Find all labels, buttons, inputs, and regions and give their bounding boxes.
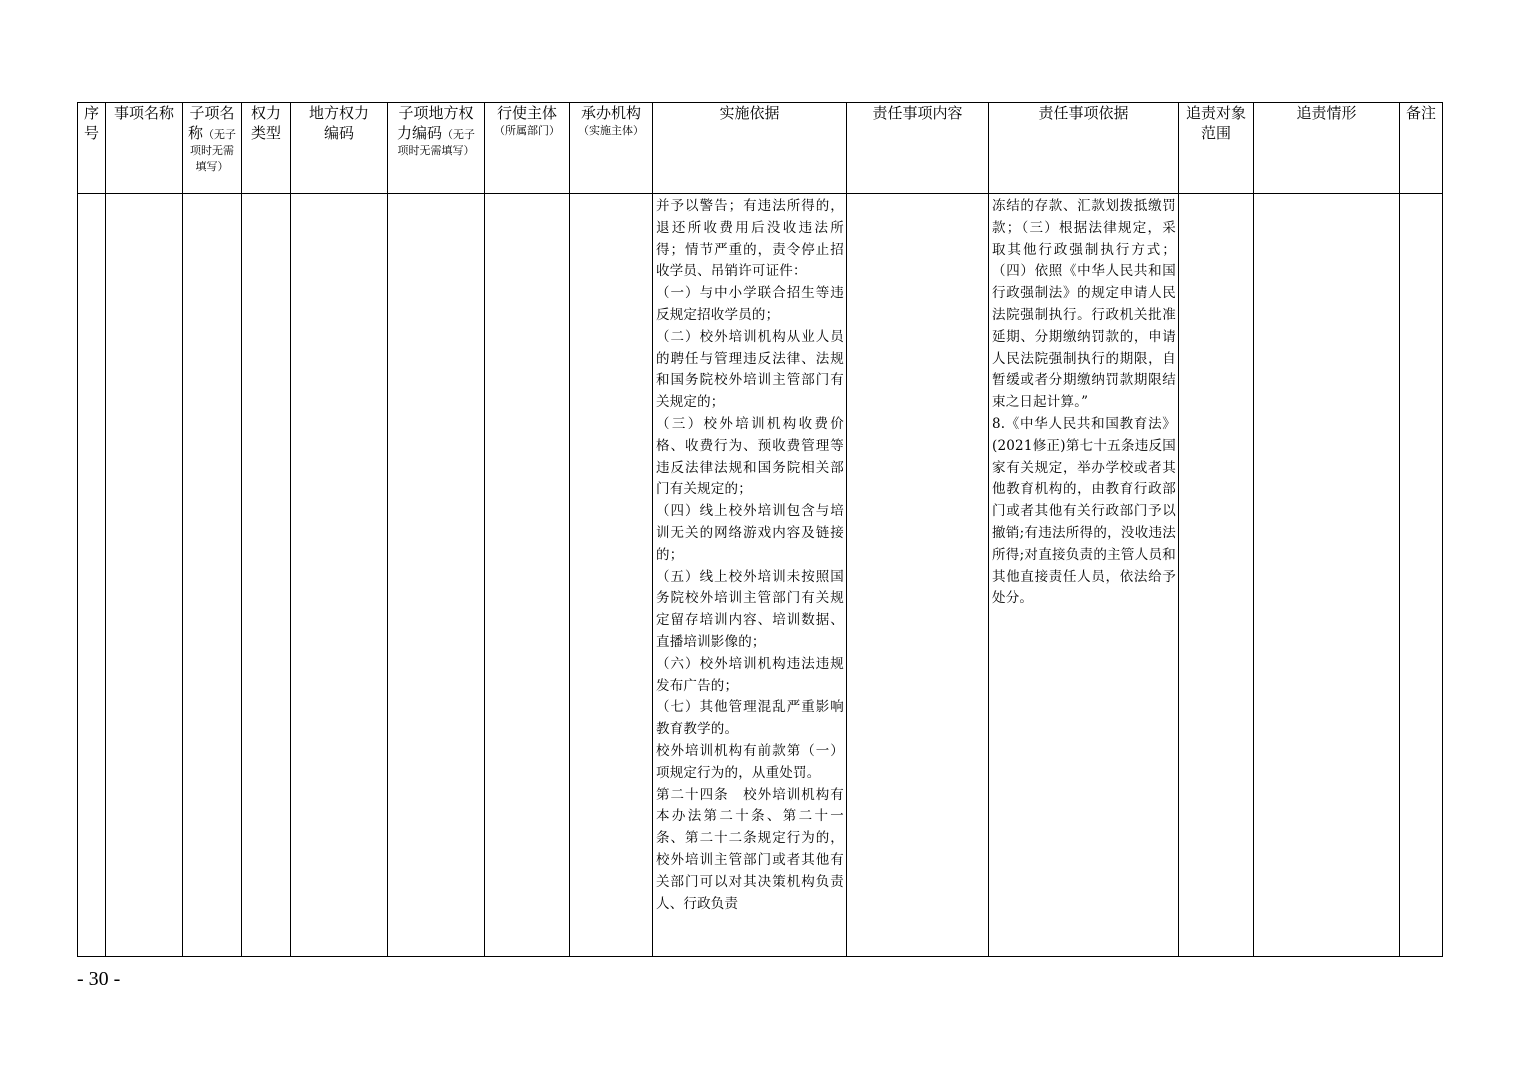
basis-paragraph: （六）校外培训机构违法违规发布广告的； bbox=[656, 655, 844, 694]
cell-account-case bbox=[1254, 194, 1400, 957]
duty-basis-text bbox=[989, 194, 1178, 610]
header-duty-basis: 责任事项依据 bbox=[989, 103, 1179, 194]
header-org-line2: （实施主体） bbox=[578, 124, 644, 137]
header-remark: 备注 bbox=[1400, 103, 1443, 194]
basis-paragraph: 并予以警告；有违法所得的，退还所收费用后没收违法所得；情节严重的，责令停止招收学员、吊销许可证件： bbox=[656, 198, 844, 280]
header-power-type: 权力类型 bbox=[242, 103, 291, 194]
header-subject bbox=[485, 103, 570, 194]
cell-duty-basis bbox=[989, 194, 1179, 957]
cell-sub-code bbox=[388, 194, 485, 957]
header-sub-code-line3: 项时无需填写） bbox=[397, 144, 475, 157]
header-subject-line1: 行使主体 bbox=[496, 104, 557, 122]
cell-account-scope bbox=[1179, 194, 1254, 957]
basis-paragraph: （三）校外培训机构收费价格、收费行为、预收费管理等违反法律法规和国务院相关部门有关规定的； bbox=[656, 415, 844, 498]
header-sub-code-word: 力编码 bbox=[396, 124, 442, 142]
page-number: - 30 - bbox=[77, 968, 121, 990]
header-seq: 序号 bbox=[78, 103, 106, 194]
cell-seq bbox=[78, 194, 106, 957]
header-sub-name-line3: 项时无需 bbox=[190, 144, 234, 157]
header-sub-name bbox=[183, 103, 242, 194]
basis-paragraph: （七）其他管理混乱严重影响教育教学的。 bbox=[656, 699, 844, 738]
header-item-name: 事项名称 bbox=[106, 103, 183, 194]
header-sub-name-line4: 填写） bbox=[195, 160, 229, 173]
basis-paragraph: （一）与中小学联合招生等违反规定招收学员的； bbox=[656, 285, 844, 323]
header-org bbox=[570, 103, 653, 194]
cell-local-code bbox=[291, 194, 388, 957]
header-sub-code-line1: 子项地方权 bbox=[398, 104, 474, 122]
header-sub-code-note: （无子 bbox=[442, 128, 475, 141]
header-sub-code-line2 bbox=[388, 123, 484, 143]
header-subject-line2: （所属部门） bbox=[494, 124, 560, 137]
header-org-line1: 承办机构 bbox=[580, 104, 641, 122]
header-basis: 实施依据 bbox=[653, 103, 847, 194]
cell-sub-name bbox=[183, 194, 242, 957]
header-sub-name-word: 称 bbox=[187, 124, 203, 142]
basis-paragraph: 校外培训机构有前款第（一）项规定行为的，从重处罚。 bbox=[656, 742, 844, 781]
cell-basis bbox=[653, 194, 847, 957]
basis-paragraph: 第二十四条 校外培训机构有本办法第二十条、第二十一条、第二十二条规定行为的，校外培训主管部门或者其他有关部门可以对其决策机构负责人、行政负责 bbox=[656, 786, 844, 912]
basis-paragraph: （五）线上校外培训未按照国务院校外培训主管部门有关规定留存培训内容、培训数据、直播培训影像的； bbox=[656, 568, 844, 650]
header-sub-name-line2 bbox=[183, 123, 241, 143]
basis-paragraph: （四）线上校外培训包含与培训无关的网络游戏内容及链接的； bbox=[656, 503, 844, 563]
duty-basis-paragraph: 冻结的存款、汇款划拨抵缴罚款；（三）根据法律规定，采取其他行政强制执行方式；（四）依照《中华人民共和国行政强制法》的规定申请人民法院强制执行。行政机关批准延期、分期缴纳罚款的，申请人民法院强制执行的期限，自暂缓或者分期缴纳罚款期限结束之日起计算。” bbox=[992, 198, 1176, 411]
cell-duty bbox=[847, 194, 989, 957]
basis-text bbox=[653, 194, 846, 915]
header-account-case: 追责情形 bbox=[1254, 103, 1400, 194]
header-sub-name-line1: 子项名 bbox=[189, 104, 235, 122]
cell-remark bbox=[1400, 194, 1443, 957]
header-row bbox=[78, 103, 1443, 194]
responsibility-list-table-container bbox=[77, 102, 1442, 955]
header-duty: 责任事项内容 bbox=[847, 103, 989, 194]
header-local-code: 地方权力编码 bbox=[291, 103, 388, 194]
duty-basis-paragraph: 8.《中华人民共和国教育法》(2021修正)第七十五条违反国家有关规定，举办学校或者其他教育机构的，由教育行政部门或者其他有关行政部门予以撤销;有违法所得的，没收违法所得;对直接负责的主管人员和其他直接责任人员，依法给予处分。 bbox=[992, 415, 1176, 607]
cell-item-name bbox=[106, 194, 183, 957]
responsibility-list-table bbox=[77, 102, 1443, 957]
basis-paragraph: （二）校外培训机构从业人员的聘任与管理违反法律、法规和国务院校外培训主管部门有关规定的； bbox=[656, 328, 844, 411]
cell-power-type bbox=[242, 194, 291, 957]
cell-subject bbox=[485, 194, 570, 957]
table-row bbox=[78, 194, 1443, 957]
cell-org bbox=[570, 194, 653, 957]
header-account-scope: 追责对象范围 bbox=[1179, 103, 1254, 194]
header-sub-name-note: （无子 bbox=[203, 128, 236, 141]
header-sub-code bbox=[388, 103, 485, 194]
